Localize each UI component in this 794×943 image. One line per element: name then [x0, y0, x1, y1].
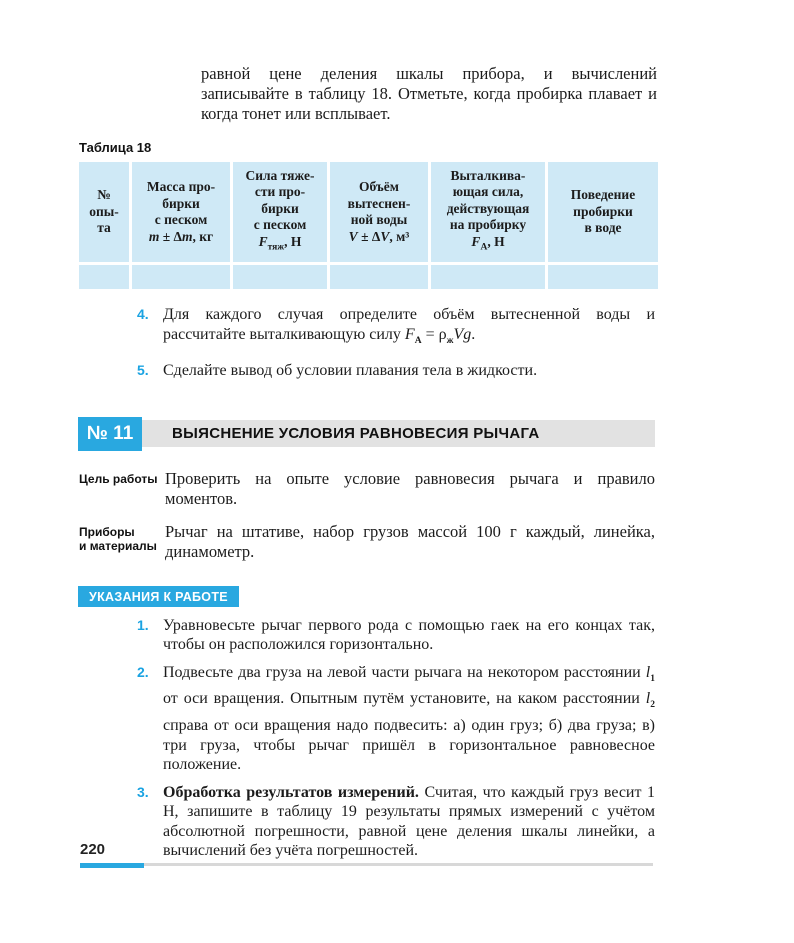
step-1: [137, 616, 794, 655]
header-cell-volume: Объём вытеснен- ной воды V ± ΔV, м³: [330, 162, 428, 262]
header-cell-gravity: Сила тяже- сти про- бирки с песком $F_{тяж}$, Н: [233, 162, 327, 262]
footer-rule-gray: [144, 863, 653, 866]
footer-rule: [80, 863, 653, 868]
table-label: Таблица 18: [79, 140, 152, 155]
table-empty-row: [79, 265, 658, 289]
step-number: 5.: [137, 362, 149, 379]
goal-text: Проверить на опыте условие равновесия рычага и правило моментов.: [165, 468, 655, 508]
empty-cell: [79, 265, 129, 289]
intro-paragraph: равной цене деления шкалы прибора, и вычислений записывайте в таблицу 18. Отметьте, когда пробирка плавает и когда тонет или всплывает.: [201, 64, 657, 123]
step-number: 2.: [137, 663, 149, 680]
page-number: 220: [80, 841, 106, 858]
instructions-badge: УКАЗАНИЯ К РАБОТЕ: [78, 586, 239, 607]
section-title-bar: [142, 420, 655, 447]
empty-cell: [233, 265, 327, 289]
section-header: [78, 417, 655, 451]
goal-label: Цель работы: [79, 471, 158, 486]
step-number: 3.: [137, 783, 149, 800]
step-2: [137, 663, 794, 775]
step-text: Для каждого случая определите объём вытесненной воды и рассчитайте выталкивающую силу $F_А = \rho_жVg$.: [163, 306, 655, 346]
table-18: [76, 159, 661, 292]
step-text: Подвесьте два груза на левой части рычага на некотором расстоянии $l_1$ от оси вращения. Опытным путём установите, на каком расстоянии $l_2$ справа от оси вращения надо подвесить: а) один груз; б) два груза; в) три груза, чтобы рычаг пришёл в горизонтальное равновесное положение.: [163, 663, 655, 774]
page-footer: [80, 841, 653, 868]
empty-cell: [431, 265, 545, 289]
goal-row: [79, 469, 794, 509]
step-5: [137, 361, 794, 381]
footer-rule-blue: [80, 863, 144, 868]
step-number: 4.: [137, 306, 149, 322]
header-cell-mass: Масса про- бирки с песком m ± Δm, кг: [132, 162, 230, 262]
section-title: ВЫЯСНЕНИЕ УСЛОВИЯ РАВНОВЕСИЯ РЫЧАГА: [172, 425, 540, 443]
header-cell-behavior: Поведение пробирки в воде: [548, 162, 658, 262]
step-text: Обработка результатов измерений. Считая, что каждый груз весит 1 Н, запишите в таблицу 19 результаты прямых измерений с учётом абсолютной погрешности, равной цене деления шкалы линейки, а вычислений без учёта погрешностей.: [163, 783, 655, 860]
section-number-box: № 11: [78, 417, 142, 451]
step-text: Сделайте вывод об условии плавания тела в жидкости.: [163, 362, 538, 380]
header-cell-number: № опы- та: [79, 162, 129, 262]
step-number: 1.: [137, 616, 149, 633]
step-text: Уравновесьте рычаг первого рода с помощью гаек на его концах так, чтобы он расположился горизонтально.: [163, 616, 655, 654]
steps-top: [0, 305, 794, 381]
step-4: [137, 305, 794, 351]
equipment-row: [79, 522, 794, 562]
steps-bottom: [0, 616, 794, 861]
empty-cell: [548, 265, 658, 289]
table-header-row: [79, 162, 658, 262]
equipment-label: Приборы и материалы: [79, 524, 157, 553]
empty-cell: [330, 265, 428, 289]
equipment-text: Рычаг на штативе, набор грузов массой 100 г каждый, линейка, динамометр.: [165, 521, 655, 561]
empty-cell: [132, 265, 230, 289]
header-cell-buoyancy: Выталкива- ющая сила, действующая на пробирку $F_А$, Н: [431, 162, 545, 262]
